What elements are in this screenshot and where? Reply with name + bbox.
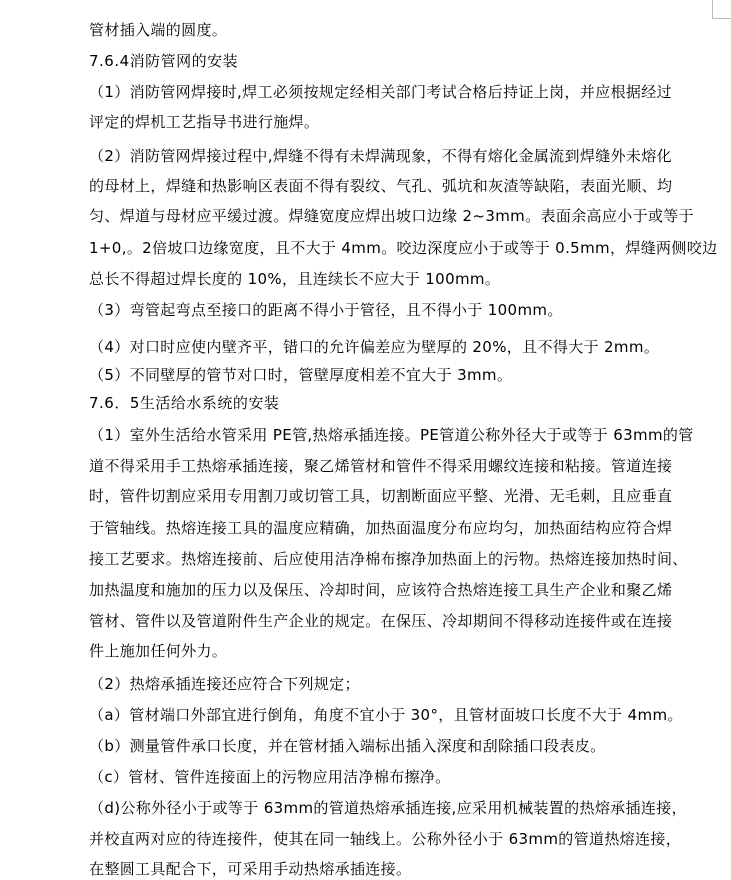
section-heading-7-6-5: 7.6．5生活给水系统的安装 [89,394,280,412]
paragraph-line: 时，管件切割应采用专用割刀或切管工具，切割断面应平整、光滑、无毛刺，且应垂直 [89,487,673,505]
paragraph-line: 在整圆工具配合下，可采用手动热熔承插连接。 [89,860,412,878]
list-item-b: （b）测量管件承口长度，并在管材插入端标出插入深度和刮除插口段表皮。 [89,737,606,755]
paragraph-line: 道不得采用手工热熔承插连接，聚乙烯管材和管件不得采用螺纹连接和粘接。管道连接 [89,457,673,475]
paragraph-line: （4）对口时应使内壁齐平，错口的允许偏差应为壁厚的 20%，且不得大于 2mm。 [89,338,660,356]
paragraph-line: （5）不同壁厚的管节对口时，管壁厚度相差不宜大于 3mm。 [89,366,513,384]
paragraph-line: （2）热熔承插连接还应符合下列规定； [89,675,360,693]
paragraph-line: 的母材上，焊缝和热影响区表面不得有裂纹、气孔、弧坑和灰渣等缺陷，表面光顺、均 [89,177,673,195]
paragraph-line: （1）室外生活给水管采用 PE管,热熔承插连接。PE管道公称外径大于或等于 63mm的管 [89,426,694,444]
paragraph-line: 评定的焊机工艺指导书进行施焊。 [89,113,320,131]
paragraph-line: 件上施加任何外力。 [89,642,228,660]
page-corner-mark-vertical [712,0,713,18]
paragraph-line: 总长不得超过焊长度的 10%，且连续长不应大于 100mm。 [89,270,501,288]
paragraph-line: 加热温度和施加的压力以及保压、冷却时间，应该符合热熔连接工具生产企业和聚乙烯 [89,581,673,599]
paragraph-line: 并校直两对应的待连接件，使其在同一轴线上。公称外径小于 63mm的管道热熔连接， [89,830,682,848]
paragraph-line: 接工艺要求。热熔连接前、后应使用洁净棉布擦净加热面上的污物。热熔连接加热时间、 [89,550,688,568]
paragraph-line: 1+0,。2倍坡口边缘宽度，且不大于 4mm。咬边深度应小于或等于 0.5mm，焊缝两侧咬边 [89,239,718,257]
list-item-d: （d)公称外径小于或等于 63mm的管道热熔承插连接,应采用机械装置的热熔承插连接， [89,799,687,817]
paragraph-line: 于管轴线。热熔连接工具的温度应精确，加热面温度分布应均匀，加热面结构应符合焊 [89,519,673,537]
paragraph-line: （1）消防管网焊接时,焊工必须按规定经相关部门考试合格后持证上岗，并应根据经过 [89,83,672,101]
page-corner-mark-horizontal [712,18,731,19]
paragraph-line: （2）消防管网焊接过程中,焊缝不得有未焊满现象，不得有熔化金属流到焊缝外未熔化 [89,147,672,165]
paragraph-line: （3）弯管起弯点至接口的距离不得小于管径，且不得小于 100mm。 [89,301,563,319]
body-text-line: 管材插入端的圆度。 [89,21,228,39]
section-heading-7-6-4: 7.6.4消防管网的安装 [89,52,239,70]
list-item-c: （c）管材、管件连接面上的污物应用洁净棉布擦净。 [89,768,451,786]
paragraph-line: 匀、焊道与母材应平缓过渡。焊缝宽度应焊出坡口边缘 2~3mm。表面余高应小于或等于 [89,207,695,225]
paragraph-line: 管材、管件以及管道附件生产企业的规定。在保压、冷却期间不得移动连接件或在连接 [89,612,673,630]
list-item-a: （a）管材端口外部宜进行倒角，角度不宜小于 30°，且管材面坡口长度不大于 4mm。 [89,706,683,724]
